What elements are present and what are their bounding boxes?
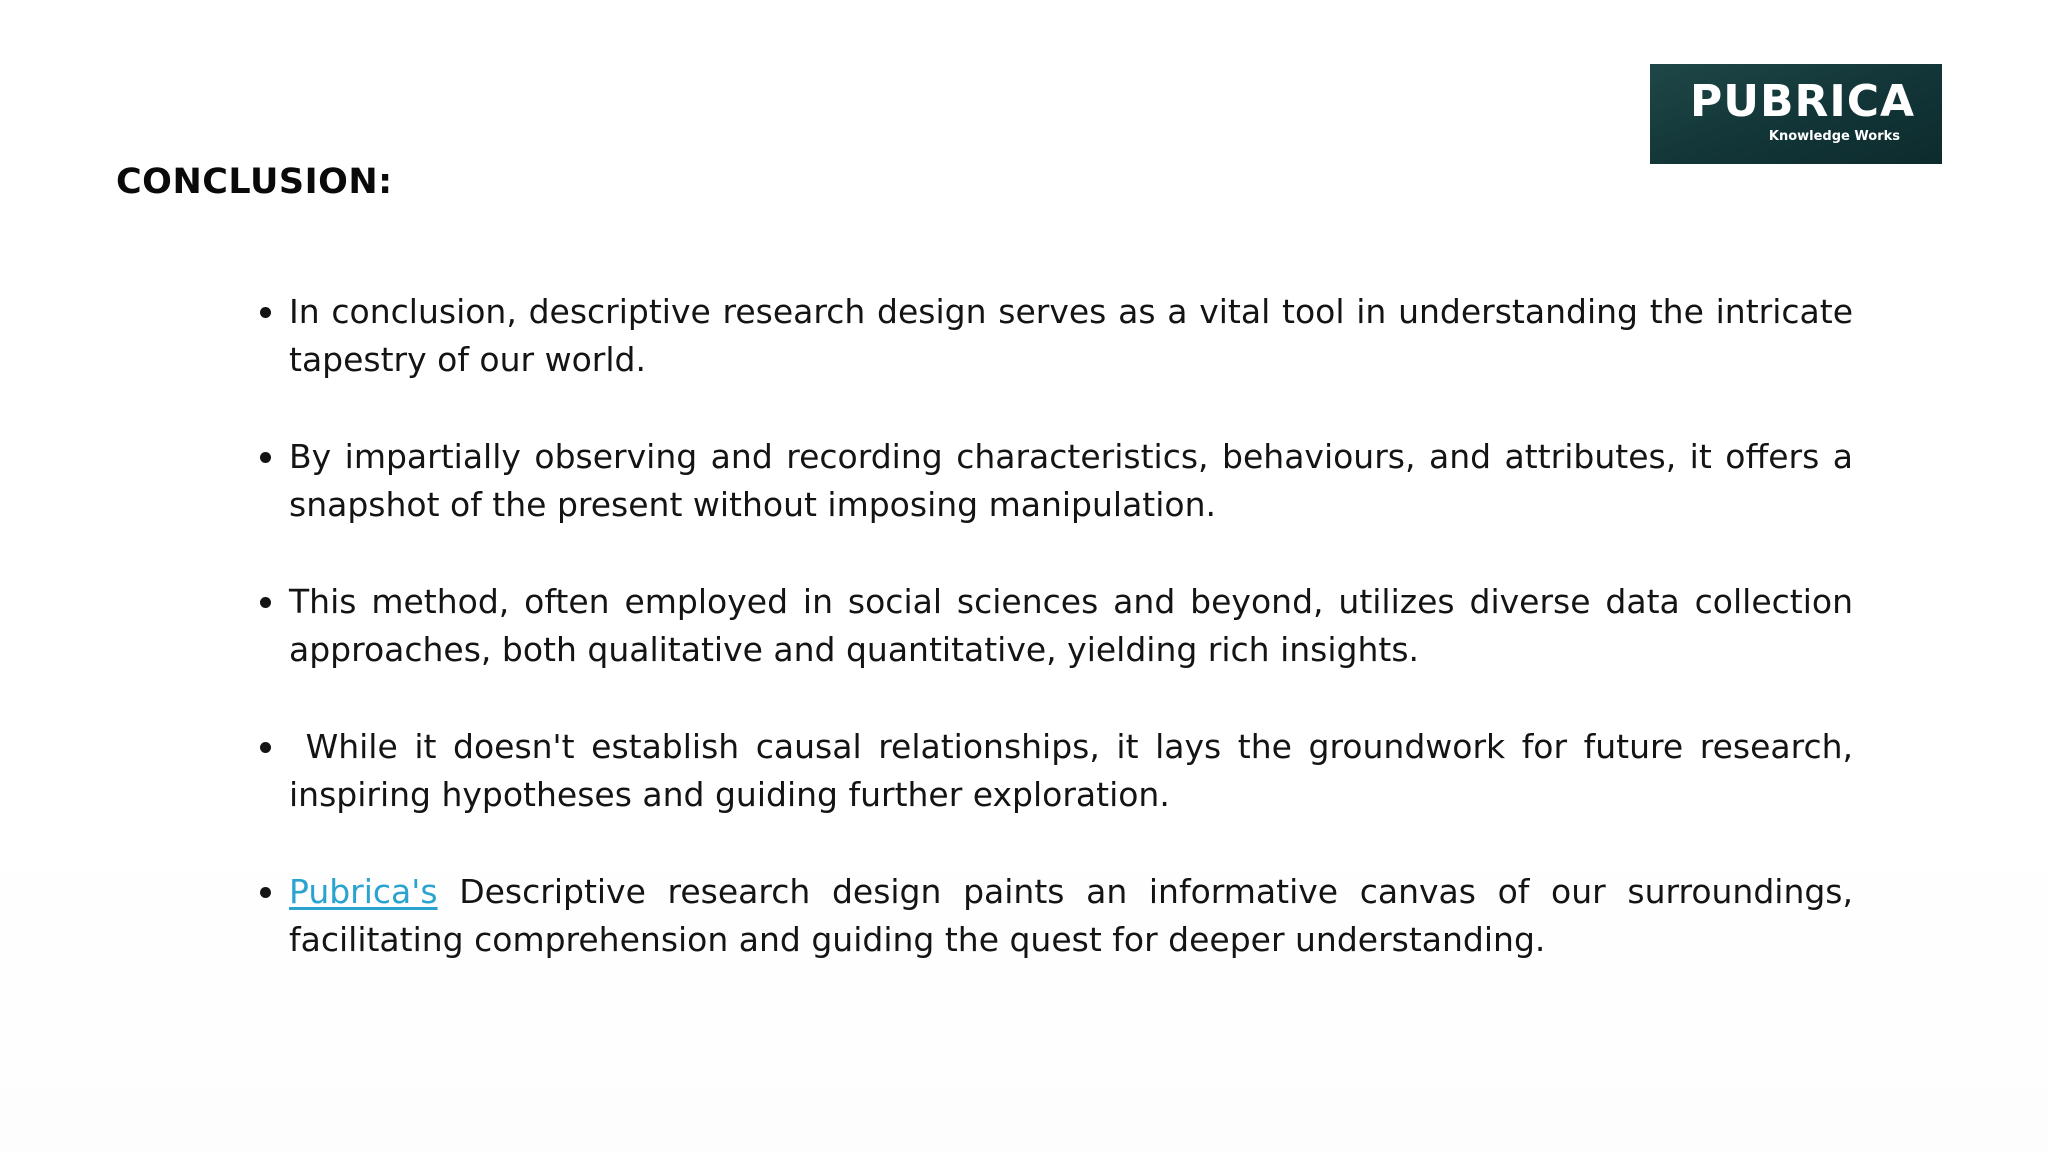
slide-heading: CONCLUSION: — [116, 162, 393, 202]
bullet-dot-icon — [260, 742, 271, 753]
conclusion-bullet-list — [262, 288, 1864, 1013]
logo-wordmark: PUBRICA — [1690, 76, 1916, 127]
pubrica-logo — [1650, 64, 1942, 164]
bullet-item — [289, 433, 1853, 529]
bullet-text: In conclusion, descriptive research design serves as a vital tool in understanding the intricate tapestry of our world. — [289, 292, 1853, 379]
bullet-text: By impartially observing and recording characteristics, behaviours, and attributes, it offers a snapshot of the present without imposing manipulation. — [289, 437, 1853, 524]
bullet-item — [289, 578, 1853, 674]
bullet-item — [289, 868, 1853, 964]
bullet-dot-icon — [260, 452, 271, 463]
pencil-icon — [1828, 76, 1848, 106]
pubrica-link[interactable]: Pubrica's — [289, 872, 438, 911]
bullet-item — [289, 723, 1864, 819]
bullet-dot-icon — [260, 307, 271, 318]
logo-tagline: Knowledge Works — [1768, 129, 1900, 144]
bullet-text: While it doesn't establish causal relationships, it lays the groundwork for future research, inspiring hypotheses and guiding further exploration. — [289, 727, 1864, 814]
bullet-text: Descriptive research design paints an informative canvas of our surroundings, facilitating comprehension and guiding the quest for deeper understanding. — [289, 872, 1853, 959]
bullet-text: This method, often employed in social sciences and beyond, utilizes diverse data collection approaches, both qualitative and quantitative, yielding rich insights. — [289, 582, 1853, 669]
bullet-dot-icon — [260, 597, 271, 608]
bullet-dot-icon — [260, 887, 271, 898]
bullet-item — [289, 288, 1853, 384]
